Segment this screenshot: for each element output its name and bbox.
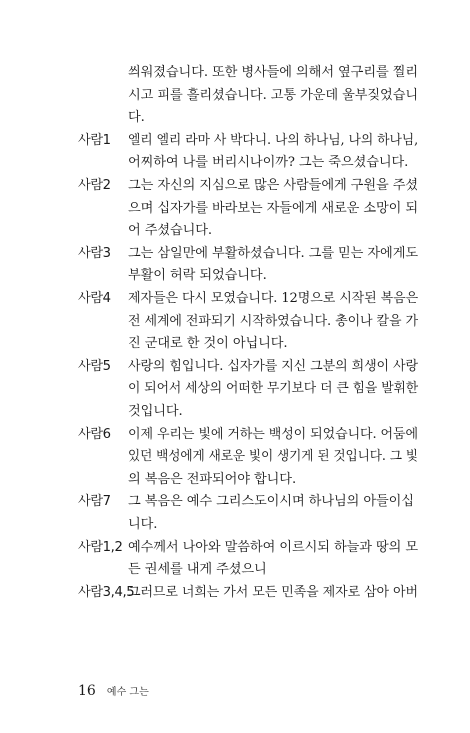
text-line: 제자들은 다시 모였습니다. 12명으로 시작된 복음은 [128,291,419,306]
speaker-label: 사람3 [78,245,111,261]
speaker-label: 사람2 [78,178,111,193]
text-line: 이제 우리는 빛에 거하는 백성이 되었습니다. 어둠에 [128,426,418,442]
text-line: 그는 삼일만에 부활하셨습니다. 그를 믿는 자에게도 [128,245,418,261]
text-line: 사랑의 힘입니다. 십자가를 지신 그분의 희생이 사랑 [128,358,418,374]
speaker-label: 사람3,4,5 [78,584,135,600]
text-line: 그는 자신의 지심으로 많은 사람들에게 구원을 주셨 [128,178,418,193]
speaker-label: 사람1,2 [78,539,123,555]
text-line: 이 되어서 세상의 어떠한 무기보다 더 큰 힘을 발휘한 [128,381,419,397]
text-line: 다. [128,110,145,126]
text-line: 예수께서 나아와 말씀하여 이르시되 하늘과 땅의 모 [128,539,418,555]
text-line: 니다. [128,517,158,532]
text-line: 의 복음은 전파되어야 합니다. [128,471,297,487]
speaker-label: 사람1 [78,132,111,148]
text-line: 전 세계에 전파되기 시작하였습니다. 총이나 칼을 가 [128,313,418,329]
running-title: 예수 그는 [106,687,149,698]
speaker-label: 사람6 [78,426,111,442]
text-line: 그 복음은 예수 그리스도이시며 하나님의 아들이십 [128,494,414,510]
speaker-label: 사람5 [78,358,111,374]
page-footer [78,680,149,699]
text-line: 부활이 허락 되었습니다. [128,268,267,284]
page-number: 16 [78,683,96,699]
text-line: 씌워졌습니다. 또한 병사들에 의해서 옆구리를 찔리 [128,65,418,80]
text-line: 그러므로 너희는 가서 모든 민족을 제자로 삼아 아버 [128,584,418,600]
text-line: 으며 십자가를 바라보는 자들에게 새로운 소망이 되 [128,200,418,216]
text-line: 엘리 엘리 라마 사 박다니. 나의 하나님, 나의 하나님, [128,132,419,148]
text-line: 시고 피를 흘리셨습니다. 고통 가운데 울부짖었습니 [128,87,418,103]
speaker-label: 사람7 [78,494,111,510]
text-line: 어 주셨습니다. [128,223,213,239]
speaker-label: 사람4 [78,291,111,306]
text-line: 있던 백성에게 새로운 빛이 생기게 된 것입니다. 그 빛 [128,449,418,465]
text-line: 어찌하여 나를 버리시나이까? 그는 죽으셨습니다. [128,155,409,171]
text-line: 진 군대로 한 것이 아닙니다. [128,336,288,352]
text-line: 것입니다. [128,404,183,419]
text-line: 든 권세를 내게 주셨으니 [128,562,267,578]
